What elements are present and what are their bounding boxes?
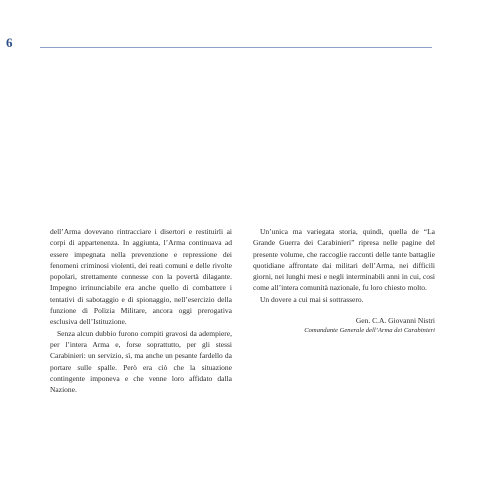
left-text-column [50,226,232,395]
header-rule [40,47,432,48]
page-number: 6 [6,35,13,50]
signature-name: Gen. C.A. Giovanni Nistri [355,316,435,326]
right-paragraph-2: Un dovere a cui mai si sottrassero. [260,294,364,304]
left-paragraph-2: Senza alcun dubbio furono compiti gravosi da adempiere, per l’intera Arma e, forse soprattutto, per gli stessi Carabinieri: un servizio, sì, ma anche un pesante fardello da portare sulle spalle. Però era ciò che la situazione contingente imponeva e che venne loro affidato dalla Nazione. [50,328,232,395]
left-paragraph-1: dell’Arma dovevano rintracciare i disertori e restituirli ai corpi di appartenenza. In aggiunta, l’Arma continuava ad essere impegnata nella prevenzione e repressione dei fenomeni criminosi violenti, dei reati comuni e delle rivolte popolari, strettamente connesse con la povertà dilagante. Impegno irrinunciabile era anche quello di combattere i tentativi di sabotaggio e di spionaggio, nell’esercizio della funzione di Polizia Militare, ancora oggi prerogativa esclusiva dell’Istituzione. [50,227,232,327]
right-text-column [253,226,435,336]
signature-title: Comandante Generale dell’Arma dei Carabinieri [304,327,435,335]
right-paragraph-1: Un’unica ma variegata storia, quindi, quella de “La Grande Guerra dei Carabinieri” ripresa nelle pagine del presente volume, che raccoglie racconti delle tante battaglie quotidiane affrontate dai militari dell’Arma, nei difficili giorni, nei lunghi mesi e negli interminabili anni in cui, così come all’intera comunità nazionale, fu loro chiesto molto. [253,227,435,293]
